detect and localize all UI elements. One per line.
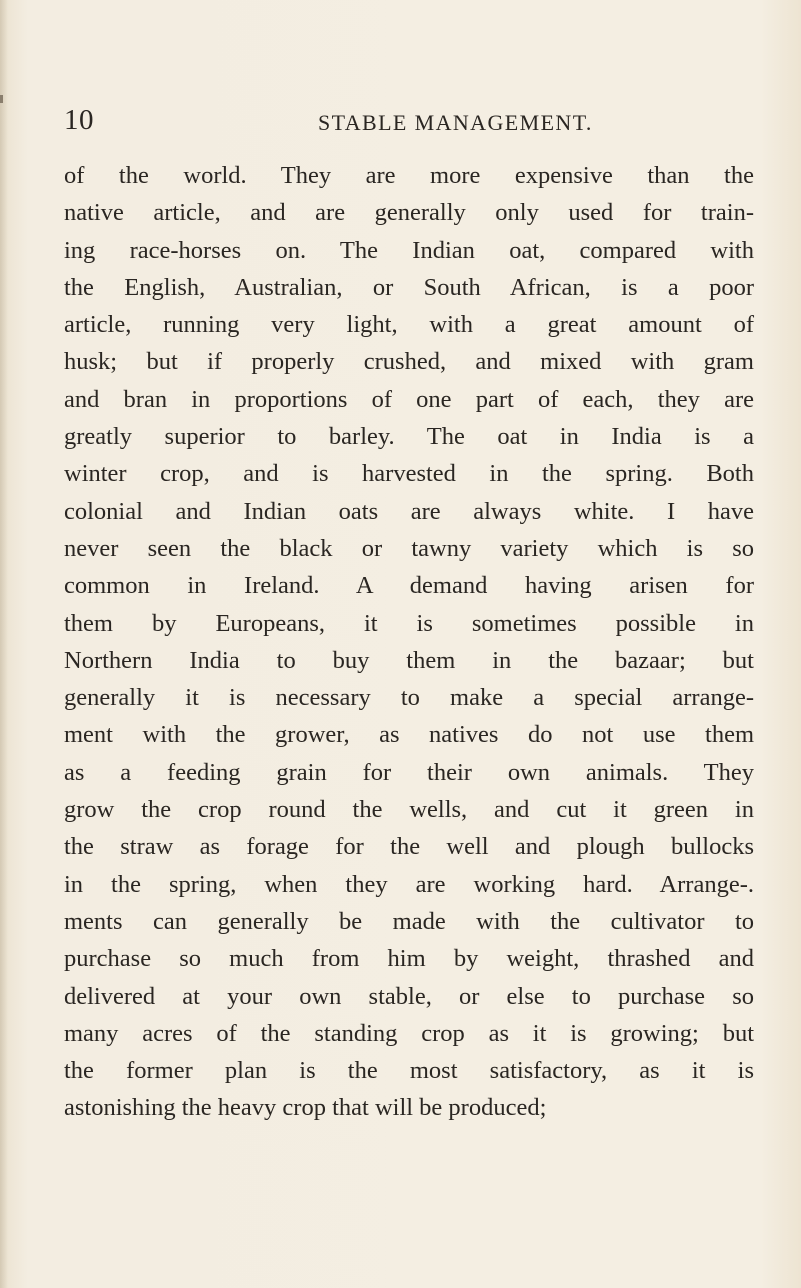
- text-line: astonishing the heavy crop that will be produced;: [64, 1094, 547, 1122]
- text-line: winter crop, and is harvested in the spring. Both: [64, 460, 754, 488]
- running-head: STABLE MANAGEMENT.: [318, 110, 593, 135]
- text-line: the English, Australian, or South African, is a poor: [64, 273, 754, 301]
- text-line: them by Europeans, it is sometimes possible in: [64, 609, 754, 637]
- text-line: ment with the grower, as natives do not use them: [64, 721, 754, 749]
- text-line: ments can generally be made with the cultivator to: [64, 907, 754, 935]
- text-line: native article, and are generally only used for train-: [64, 199, 754, 227]
- text-line: grow the crop round the wells, and cut it green in: [64, 796, 754, 824]
- text-line: of the world. They are more expensive than the: [64, 162, 754, 189]
- text-line: and bran in proportions of one part of each, they are: [64, 385, 754, 413]
- text-line: never seen the black or tawny variety which is so: [64, 534, 754, 562]
- text-line: generally it is necessary to make a special arrange-: [64, 684, 754, 712]
- text-line: ing race-horses on. The Indian oat, compared with: [64, 236, 754, 264]
- page-edge-mark: [0, 95, 3, 103]
- text-line: colonial and Indian oats are always white. I have: [64, 497, 754, 525]
- text-line: purchase so much from him by weight, thrashed and: [64, 945, 754, 973]
- text-line: article, running very light, with a great amount of: [64, 311, 754, 339]
- page-header: [64, 103, 754, 137]
- text-line: the former plan is the most satisfactory, as it is: [64, 1057, 754, 1085]
- text-line: in the spring, when they are working hard. Arrange-.: [64, 870, 754, 898]
- text-line: many acres of the standing crop as it is growing; but: [64, 1019, 754, 1047]
- text-line: greatly superior to barley. The oat in India is a: [64, 423, 754, 451]
- body-text: [64, 157, 754, 1127]
- text-line: common in Ireland. A demand having arisen for: [64, 572, 754, 600]
- text-line: Northern India to buy them in the bazaar; but: [64, 646, 754, 674]
- binding-gutter-shadow: [0, 0, 8, 1288]
- text-line: as a feeding grain for their own animals. They: [64, 758, 754, 786]
- text-line: husk; but if properly crushed, and mixed with gram: [64, 348, 754, 376]
- text-line: delivered at your own stable, or else to purchase so: [64, 982, 754, 1010]
- page-number: 10: [64, 104, 94, 136]
- text-line: the straw as forage for the well and plough bullocks: [64, 833, 754, 861]
